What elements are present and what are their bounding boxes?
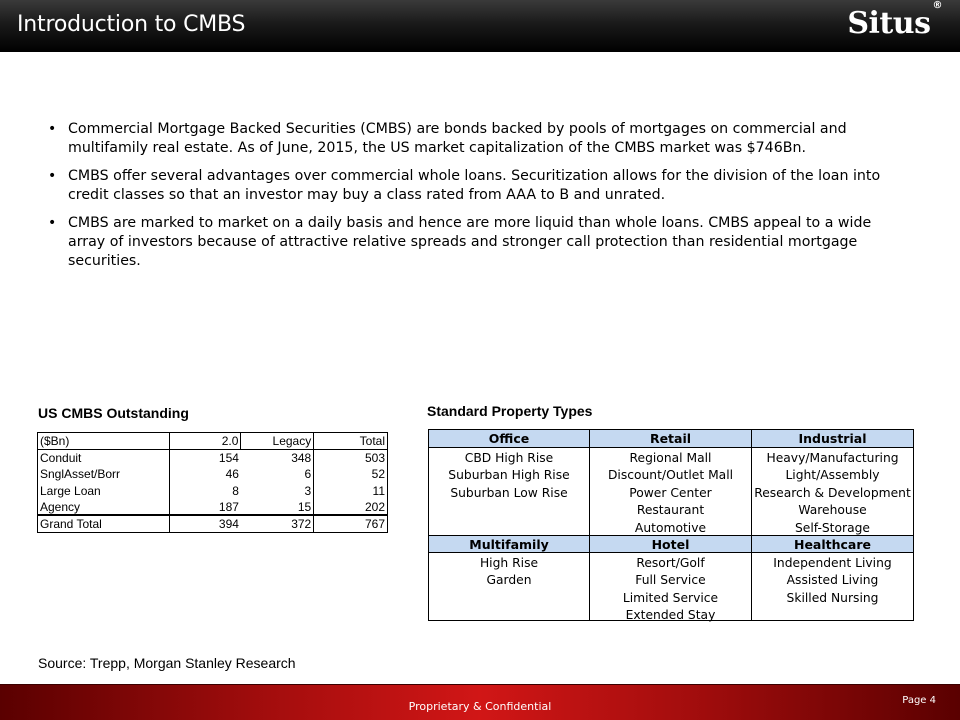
header-cell: ($Bn) bbox=[38, 433, 170, 450]
table-cell: 394 bbox=[169, 515, 241, 532]
list-item: Garden bbox=[486, 573, 532, 588]
list-item: Self-Storage bbox=[795, 520, 870, 535]
bullet-item bbox=[48, 167, 898, 205]
property-types-title: Standard Property Types bbox=[427, 403, 593, 419]
group-header-retail: Retail bbox=[590, 430, 751, 448]
group-list-multifamily bbox=[429, 555, 589, 590]
property-types-table bbox=[428, 429, 914, 621]
table-cell: Agency bbox=[38, 499, 170, 516]
logo-text: Situs bbox=[847, 6, 931, 41]
bullet-text: CMBS are marked to market on a daily basis and hence are more liquid than whole loans. CMBS appeal to a wide array of investors because of attractive relative spreads and stronger call protection than residential mortgage securities. bbox=[68, 215, 872, 269]
bullet-item bbox=[48, 214, 898, 271]
table-cell: 767 bbox=[314, 515, 388, 532]
list-item: Restaurant bbox=[636, 503, 705, 518]
list-item: Limited Service bbox=[622, 590, 719, 605]
table-cell: 11 bbox=[314, 482, 388, 499]
group-list-retail bbox=[590, 450, 751, 537]
list-item: Independent Living bbox=[773, 556, 892, 570]
property-column bbox=[429, 430, 590, 620]
outstanding-table-title: US CMBS Outstanding bbox=[38, 405, 189, 421]
bullet-list bbox=[48, 120, 898, 280]
list-item: Heavy/Manufacturing bbox=[766, 451, 899, 465]
bullet-dot-icon: • bbox=[48, 168, 57, 184]
table-cell: 8 bbox=[232, 483, 239, 498]
bullet-item bbox=[48, 120, 898, 158]
header-bar bbox=[0, 0, 960, 52]
table-cell: 154 bbox=[218, 450, 239, 465]
group-list-office bbox=[429, 450, 589, 502]
list-item: CBD High Rise bbox=[464, 451, 554, 465]
list-item: Light/Assembly bbox=[785, 468, 880, 483]
table-header-row bbox=[38, 433, 388, 450]
header-cell: Legacy bbox=[241, 433, 314, 450]
table-cell: Large Loan bbox=[38, 482, 170, 499]
property-column bbox=[752, 430, 913, 620]
registered-mark: ® bbox=[932, 0, 942, 11]
bullet-dot-icon: • bbox=[48, 121, 57, 137]
outstanding-table bbox=[37, 432, 388, 533]
group-header-healthcare: Healthcare bbox=[752, 535, 913, 553]
list-item: Research & Development bbox=[754, 485, 911, 500]
group-header-industrial: Industrial bbox=[752, 430, 913, 448]
table-cell: 348 bbox=[291, 450, 312, 465]
header-cell: 2.0 bbox=[169, 433, 241, 450]
page-title: Introduction to CMBS bbox=[17, 12, 246, 37]
group-header-hotel: Hotel bbox=[590, 535, 751, 553]
group-list-industrial bbox=[752, 450, 913, 537]
list-item: High Rise bbox=[479, 556, 539, 570]
situs-logo bbox=[847, 0, 942, 41]
list-item: Resort/Golf bbox=[636, 556, 705, 570]
confidential-label: Proprietary & Confidential bbox=[408, 700, 552, 713]
page-number: Page 4 bbox=[902, 695, 936, 706]
table-cell: Grand Total bbox=[38, 515, 170, 532]
table-cell: 6 bbox=[304, 466, 312, 481]
list-item: Power Center bbox=[629, 485, 712, 500]
group-list-healthcare bbox=[752, 555, 913, 607]
table-cell: 3 bbox=[304, 483, 312, 498]
list-item: Warehouse bbox=[798, 503, 867, 518]
bullet-text: CMBS offer several advantages over commercial whole loans. Securitization allows for the division of the loan into credit classes so that an investor may buy a class rated from AAA to B and unrated. bbox=[68, 168, 881, 203]
table-cell: 15 bbox=[297, 499, 312, 514]
property-column bbox=[590, 430, 752, 623]
list-item: Automotive bbox=[634, 520, 707, 535]
table-row bbox=[38, 466, 388, 483]
table-cell: 202 bbox=[314, 499, 388, 516]
group-list-hotel bbox=[590, 555, 751, 625]
list-item: Suburban Low Rise bbox=[450, 485, 568, 500]
list-item: Regional Mall bbox=[629, 451, 712, 465]
table-cell: Conduit bbox=[38, 449, 170, 466]
header-cell: Total bbox=[314, 433, 388, 450]
list-item: Skilled Nursing bbox=[786, 590, 879, 605]
group-header-office: Office bbox=[429, 430, 589, 448]
bullet-text: Commercial Mortgage Backed Securities (CMBS) are bonds backed by pools of mortgages on commercial and multifamily real estate. As of June, 2015, the US market capitalization of the CMBS market was $746Bn. bbox=[68, 121, 847, 156]
table-cell: 372 bbox=[241, 515, 314, 532]
list-item: Discount/Outlet Mall bbox=[607, 468, 734, 483]
list-item: Full Service bbox=[635, 573, 706, 588]
list-item: Extended Stay bbox=[625, 608, 716, 623]
list-item: Suburban High Rise bbox=[448, 468, 570, 483]
table-row bbox=[38, 449, 388, 466]
table-cell: 52 bbox=[314, 466, 388, 483]
table-cell: SnglAsset/Borr bbox=[38, 466, 170, 483]
grand-total-row bbox=[38, 515, 388, 532]
bullet-dot-icon: • bbox=[48, 215, 57, 231]
table-cell: 46 bbox=[225, 466, 239, 481]
group-header-multifamily: Multifamily bbox=[429, 535, 589, 553]
table-row bbox=[38, 482, 388, 499]
table-row bbox=[38, 499, 388, 516]
footer-bar bbox=[0, 684, 960, 720]
table-cell: 187 bbox=[218, 499, 239, 514]
list-item: Assisted Living bbox=[786, 573, 879, 588]
source-note: Source: Trepp, Morgan Stanley Research bbox=[38, 655, 296, 671]
table-cell: 503 bbox=[314, 449, 388, 466]
